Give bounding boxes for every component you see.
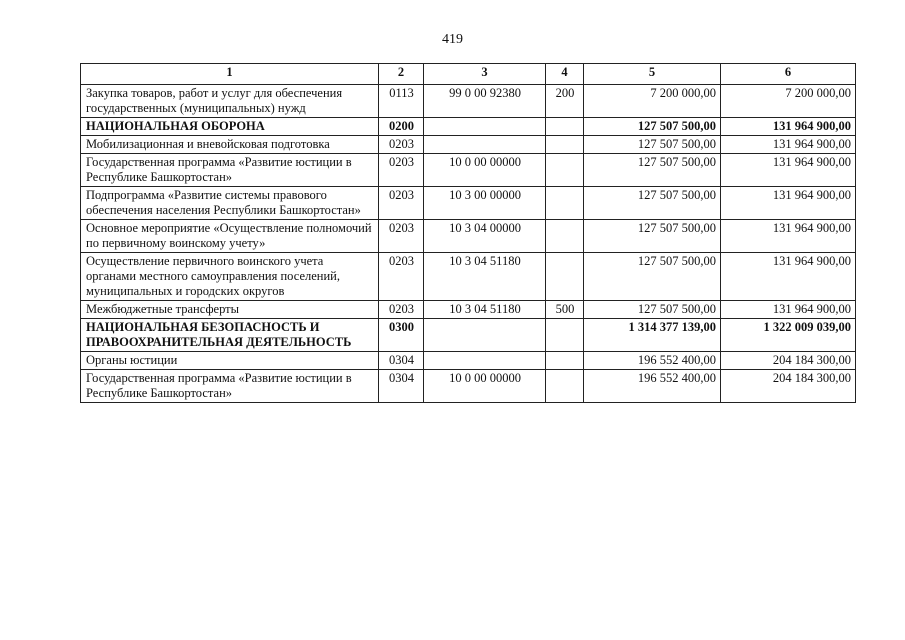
expense-type-cell — [546, 118, 584, 136]
row-name-cell: Основное мероприятие «Осуществление полномочий по первичному воинскому учету» — [81, 220, 379, 253]
amount-year2-cell: 204 184 300,00 — [721, 352, 856, 370]
article-code-cell: 10 3 04 51180 — [424, 253, 546, 301]
amount-year1-cell: 196 552 400,00 — [584, 370, 721, 403]
table-row — [81, 220, 856, 253]
amount-year1-cell: 127 507 500,00 — [584, 154, 721, 187]
expense-type-cell — [546, 220, 584, 253]
table-row — [81, 118, 856, 136]
row-name-cell: Органы юстиции — [81, 352, 379, 370]
table-row — [81, 352, 856, 370]
table-row — [81, 301, 856, 319]
amount-year1-cell: 127 507 500,00 — [584, 220, 721, 253]
expense-type-cell: 200 — [546, 85, 584, 118]
column-header-5: 5 — [584, 64, 721, 85]
amount-year1-cell: 1 314 377 139,00 — [584, 319, 721, 352]
amount-year2-cell: 131 964 900,00 — [721, 187, 856, 220]
expense-type-cell — [546, 136, 584, 154]
amount-year1-cell: 196 552 400,00 — [584, 352, 721, 370]
amount-year2-cell: 1 322 009 039,00 — [721, 319, 856, 352]
amount-year1-cell: 127 507 500,00 — [584, 118, 721, 136]
row-name-cell: Осуществление первичного воинского учета органами местного самоуправления поселений, муниципальных и городских округов — [81, 253, 379, 301]
article-code-cell — [424, 118, 546, 136]
article-code-cell: 10 3 04 51180 — [424, 301, 546, 319]
row-name-cell: Подпрограмма «Развитие системы правового обеспечения населения Республики Башкортостан» — [81, 187, 379, 220]
table-row — [81, 253, 856, 301]
budget-table — [80, 63, 856, 403]
section-code-cell: 0113 — [379, 85, 424, 118]
amount-year2-cell: 7 200 000,00 — [721, 85, 856, 118]
table-row — [81, 85, 856, 118]
amount-year2-cell: 204 184 300,00 — [721, 370, 856, 403]
section-code-cell: 0203 — [379, 301, 424, 319]
section-code-cell: 0200 — [379, 118, 424, 136]
table-row — [81, 370, 856, 403]
section-code-cell: 0203 — [379, 187, 424, 220]
amount-year1-cell: 127 507 500,00 — [584, 253, 721, 301]
row-name-cell: Государственная программа «Развитие юстиции в Республике Башкортостан» — [81, 154, 379, 187]
article-code-cell — [424, 136, 546, 154]
page-number: 419 — [442, 32, 463, 47]
amount-year1-cell: 127 507 500,00 — [584, 187, 721, 220]
expense-type-cell — [546, 370, 584, 403]
expense-type-cell — [546, 352, 584, 370]
column-header-6: 6 — [721, 64, 856, 85]
amount-year2-cell: 131 964 900,00 — [721, 154, 856, 187]
amount-year1-cell: 127 507 500,00 — [584, 301, 721, 319]
amount-year2-cell: 131 964 900,00 — [721, 301, 856, 319]
article-code-cell — [424, 319, 546, 352]
table-row — [81, 187, 856, 220]
section-code-cell: 0203 — [379, 154, 424, 187]
article-code-cell: 10 0 00 00000 — [424, 154, 546, 187]
table-header-row — [81, 64, 856, 85]
article-code-cell: 99 0 00 92380 — [424, 85, 546, 118]
section-code-cell: 0300 — [379, 319, 424, 352]
article-code-cell — [424, 352, 546, 370]
expense-type-cell — [546, 187, 584, 220]
column-header-3: 3 — [424, 64, 546, 85]
column-header-4: 4 — [546, 64, 584, 85]
table-row — [81, 319, 856, 352]
article-code-cell: 10 3 00 00000 — [424, 187, 546, 220]
amount-year1-cell: 7 200 000,00 — [584, 85, 721, 118]
article-code-cell: 10 3 04 00000 — [424, 220, 546, 253]
expense-type-cell — [546, 319, 584, 352]
row-name-cell: НАЦИОНАЛЬНАЯ БЕЗОПАСНОСТЬ И ПРАВООХРАНИТЕЛЬНАЯ ДЕЯТЕЛЬНОСТЬ — [81, 319, 379, 352]
section-code-cell: 0203 — [379, 253, 424, 301]
amount-year2-cell: 131 964 900,00 — [721, 253, 856, 301]
column-header-1: 1 — [81, 64, 379, 85]
row-name-cell: Межбюджетные трансферты — [81, 301, 379, 319]
table-row — [81, 136, 856, 154]
row-name-cell: НАЦИОНАЛЬНАЯ ОБОРОНА — [81, 118, 379, 136]
amount-year1-cell: 127 507 500,00 — [584, 136, 721, 154]
row-name-cell: Государственная программа «Развитие юстиции в Республике Башкортостан» — [81, 370, 379, 403]
amount-year2-cell: 131 964 900,00 — [721, 118, 856, 136]
section-code-cell: 0304 — [379, 352, 424, 370]
expense-type-cell — [546, 154, 584, 187]
article-code-cell: 10 0 00 00000 — [424, 370, 546, 403]
expense-type-cell: 500 — [546, 301, 584, 319]
column-header-2: 2 — [379, 64, 424, 85]
amount-year2-cell: 131 964 900,00 — [721, 220, 856, 253]
section-code-cell: 0203 — [379, 136, 424, 154]
section-code-cell: 0203 — [379, 220, 424, 253]
row-name-cell: Мобилизационная и вневойсковая подготовка — [81, 136, 379, 154]
table-row — [81, 154, 856, 187]
expense-type-cell — [546, 253, 584, 301]
amount-year2-cell: 131 964 900,00 — [721, 136, 856, 154]
section-code-cell: 0304 — [379, 370, 424, 403]
row-name-cell: Закупка товаров, работ и услуг для обеспечения государственных (муниципальных) нужд — [81, 85, 379, 118]
